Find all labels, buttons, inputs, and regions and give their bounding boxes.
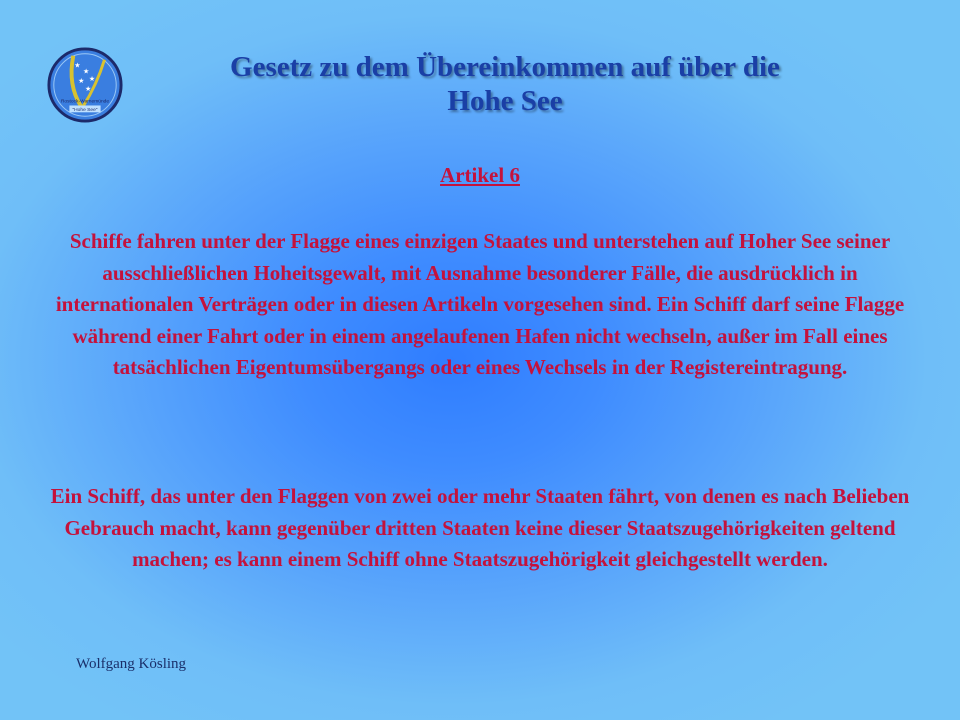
author-footer: Wolfgang Kösling — [76, 656, 187, 672]
article-paragraph-2: Ein Schiff, das unter den Flaggen von zwei oder mehr Staaten fährt, von denen es nach Belieben Gebrauch macht, kann gegenüber dritten Staaten keine dieser Staatszugehörigkeiten geltend machen; es kann einem Schiff ohne Staatszugehörigkeit gleichgestellt werden. — [50, 484, 910, 571]
slide-title — [150, 50, 860, 118]
logo-caption-1: Rostock-Warnemünde — [60, 99, 110, 105]
svg-text:★: ★ — [83, 68, 90, 76]
logo-caption-2: "Hohe See" — [72, 107, 98, 113]
svg-text:★: ★ — [78, 78, 85, 86]
article-paragraph-1: Schiffe fahren unter der Flagge eines einzigen Staates und unterstehen auf Hoher See seiner ausschließlichen Hoheitsgewalt, mit Ausnahme besonderer Fälle, die ausdrücklich in internationalen Verträgen oder in diesen Artikeln vorgesehen sind. Ein Schiff darf seine Flagge während einer Fahrt oder in einem angelaufenen Hafen nicht wechseln, außer im Fall eines tatsächlichen Eigentumsübergangs oder eines Wechsels in der Registereintragung. — [55, 229, 905, 379]
slide-title-line-1: Gesetz zu dem Übereinkommen auf über die — [230, 51, 780, 83]
association-logo-icon — [46, 46, 124, 124]
svg-text:★: ★ — [74, 62, 81, 70]
svg-text:★: ★ — [85, 85, 92, 93]
article-heading: Artikel 6 — [440, 163, 520, 187]
svg-text:★: ★ — [88, 76, 96, 84]
slide-title-line-2: Hohe See — [447, 85, 563, 117]
